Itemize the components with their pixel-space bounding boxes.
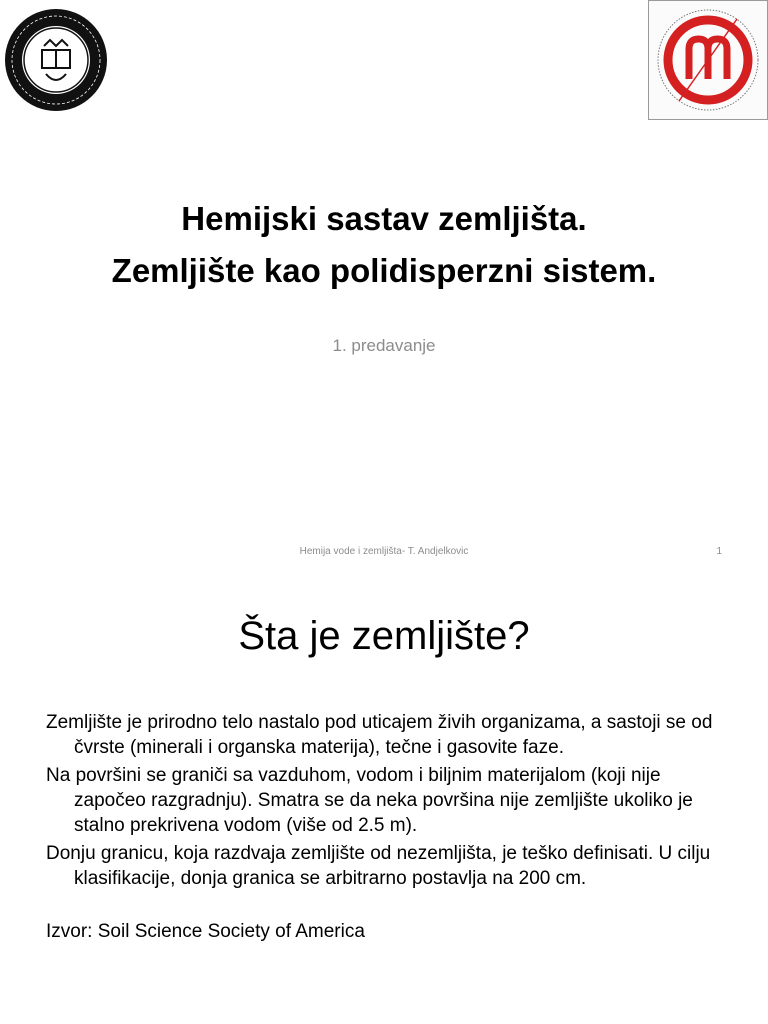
paragraph-surface: Na površini se graniči sa vazduhom, vodom i biljnim materijalom (koji nije započeo razgradnju). Smatra se da neka površina nije zemljište ukoliko je stalno prekrivena vodom (više od 2.5 m). (46, 765, 693, 836)
slide-title (40, 193, 728, 297)
page-number: 1 (716, 546, 722, 557)
title-line-2: Zemljište kao polidisperzni sistem. (111, 252, 657, 289)
university-seal-icon (4, 8, 108, 112)
slide-footer: Hemija vode i zemljišta- T. Andjelkovic (299, 546, 469, 557)
slide-body (46, 710, 736, 944)
source-citation: Izvor: Soil Science Society of America (46, 921, 365, 942)
content-slide (0, 576, 768, 1024)
faculty-logo-icon (648, 0, 768, 120)
paragraph-lower-boundary: Donju granicu, koja razdvaja zemljište od nezemljišta, je teško definisati. U cilju klasifikacije, donja granica se arbitrarno postavlja na 200 cm. (46, 843, 711, 889)
paragraph-definition: Zemljište je prirodno telo nastalo pod uticajem živih organizama, a sastoji se od čvrste (minerali i organska materija), tečne i gasovite faze. (46, 712, 713, 758)
slide-subtitle: 1. predavanje (332, 336, 436, 355)
title-line-1: Hemijski sastav zemljišta. (181, 200, 587, 237)
slide-heading: Šta je zemljište? (238, 614, 530, 658)
